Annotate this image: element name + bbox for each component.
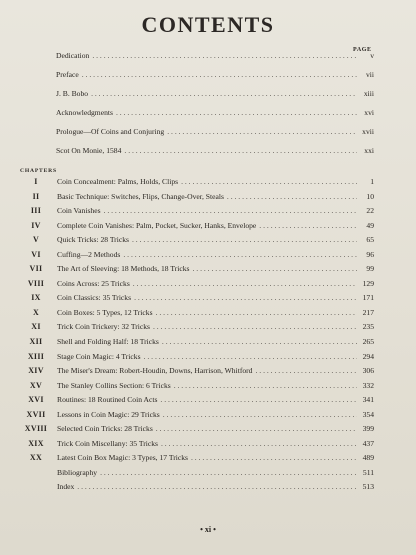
dot-leader [174,381,357,390]
dot-leader [167,127,357,136]
chapter-number: II [32,191,40,201]
dot-leader [132,235,357,244]
front-matter-list [56,51,374,165]
chapter-number: XIV [28,366,44,376]
toc-entry [56,89,374,108]
chapter-page: 49 [366,220,374,230]
chapter-title: Coin Concealment: Palms, Holds, Clips [57,177,179,186]
chapter-page: 171 [362,293,374,303]
dot-leader [163,410,357,419]
dot-leader [227,192,357,201]
chapter-number: IX [31,293,41,303]
chapter-entry [18,352,374,367]
chapter-title: Complete Coin Vanishes: Palm, Pocket, Sucker, Hanks, Envelope [57,220,257,230]
chapter-entry [18,192,374,207]
chapter-number: XV [29,380,43,390]
chapter-entry [18,279,374,294]
toc-entry-page: vii [365,70,374,79]
dot-leader [144,352,357,361]
dot-leader [100,468,357,477]
dot-leader [104,206,357,215]
chapter-page: 10 [366,191,374,201]
dot-leader [181,177,357,186]
chapter-title: Trick Coin Miscellany: 35 Tricks [57,438,158,448]
dot-leader [91,89,357,98]
chapter-page: 437 [362,438,374,448]
dot-leader [255,366,357,375]
chapter-list [18,177,374,497]
chapter-entry [18,235,374,250]
dot-leader [92,51,357,60]
chapter-page: 65 [366,235,374,245]
dot-leader [161,439,357,448]
chapter-title: Coins Across: 25 Tricks [57,278,130,288]
chapter-number: XVI [28,395,44,405]
chapter-title: Basic Technique: Switches, Flips, Change-Over, Steals [57,191,224,201]
toc-entry-page: xxi [364,146,374,155]
chapter-entry [18,366,374,381]
dot-leader [153,322,357,331]
toc-entry-label: Dedication [56,51,90,60]
chapter-page: 265 [362,337,374,347]
chapter-page: 22 [366,206,374,216]
chapter-entry [18,264,374,279]
chapter-number: XII [29,337,43,347]
chapter-page: 129 [362,278,374,288]
chapter-entry [18,395,374,410]
chapter-number: XVIII [24,424,48,434]
page-column-label: PAGE [353,47,372,53]
page-number: • xi • [200,525,216,534]
chapter-number: IV [31,220,41,230]
chapter-page: 511 [362,467,374,477]
toc-entry-page: xvii [362,127,374,136]
chapter-entry [18,439,374,454]
dot-leader [124,146,357,155]
chapter-number: VIII [27,278,45,288]
dot-leader [162,337,357,346]
chapter-number: XIX [28,438,44,448]
toc-entry-page: xiii [363,89,374,98]
dot-leader [156,424,357,433]
chapter-entry [18,410,374,425]
chapter-entry [18,206,374,221]
chapter-page: 294 [362,351,374,361]
chapter-page: 341 [362,395,374,405]
chapter-entry [18,308,374,323]
chapter-number: XI [31,322,41,332]
chapter-title: The Stanley Collins Section: 6 Tricks [57,380,171,390]
chapter-entry [18,177,374,192]
chapter-entry [18,453,374,468]
chapter-page: 235 [362,322,374,332]
chapter-entry [18,221,374,236]
chapter-entry [18,468,374,483]
chapter-page: 99 [366,264,374,274]
chapter-title: Lessons in Coin Magic: 29 Tricks [57,409,160,419]
chapter-title: Shell and Folding Half: 18 Tricks [57,337,159,347]
dot-leader [77,482,357,491]
toc-entry-page: v [370,51,374,60]
chapter-number: X [32,307,40,317]
chapter-entry [18,250,374,265]
chapter-number: XIII [27,351,45,361]
dot-leader [192,264,357,273]
toc-entry [56,127,374,146]
chapter-title: Coin Vanishes [57,206,101,216]
chapter-entry [18,381,374,396]
chapter-entry [18,293,374,308]
chapter-entry [18,322,374,337]
toc-entry-page: xvi [364,108,374,117]
toc-entry-label: Acknowledgments [56,108,113,117]
chapter-title: Cuffing—2 Methods [57,249,121,259]
chapter-number: VI [31,249,41,259]
chapter-page: 489 [362,453,374,463]
chapter-entry [18,424,374,439]
toc-entry [56,146,374,165]
toc-entry-label: J. B. Bobo [56,89,89,98]
chapter-title: Coin Classics: 35 Tricks [57,293,132,303]
chapter-number: III [30,206,42,216]
dot-leader [259,221,357,230]
chapter-title: Quick Tricks: 28 Tricks [57,235,129,245]
chapter-page: 354 [362,409,374,419]
chapter-title: Coin Boxes: 5 Types, 12 Tricks [57,307,153,317]
page-title: CONTENTS [141,12,275,37]
toc-entry [56,70,374,89]
chapter-number: XVII [26,409,46,419]
chapter-number: I [34,177,38,186]
dot-leader [134,293,357,302]
chapter-title: Index [57,482,75,492]
dot-leader [191,453,357,462]
dot-leader [160,395,357,404]
dot-leader [123,250,357,259]
chapter-title: The Art of Sleeving: 18 Methods, 18 Tricks [57,264,190,274]
toc-entry-label: Preface [56,70,79,79]
chapter-title: Stage Coin Magic: 4 Tricks [57,351,141,361]
chapters-heading: CHAPTERS [20,168,57,174]
chapter-page: 306 [362,366,374,376]
toc-entry-label: Prologue—Of Coins and Conjuring [56,127,165,136]
dot-leader [133,279,357,288]
dot-leader [116,108,357,117]
chapter-page: 1 [370,177,374,186]
chapter-page: 96 [366,249,374,259]
chapter-title: Routines: 18 Routined Coin Acts [57,395,158,405]
chapter-number: VII [29,264,43,274]
chapter-page: 513 [362,482,374,492]
chapter-page: 332 [362,380,374,390]
chapter-title: Selected Coin Tricks: 28 Tricks [57,424,153,434]
dot-leader [82,70,357,79]
chapter-title: Trick Coin Trickery: 32 Tricks [57,322,150,332]
chapter-title: Bibliography [57,467,98,477]
chapter-number: XX [29,453,43,463]
chapter-title: Latest Coin Box Magic: 3 Types, 17 Tricks [57,453,188,463]
chapter-entry [18,482,374,497]
chapter-page: 217 [362,307,374,317]
dot-leader [156,308,357,317]
chapter-entry [18,337,374,352]
chapter-title: The Miser's Dream: Robert-Houdin, Downs, Harrison, Whitford [57,366,253,376]
toc-entry-label: Scot On Monie, 1584 [56,146,122,155]
toc-entry [56,108,374,127]
toc-entry [56,51,374,70]
chapter-number: V [32,235,40,245]
chapter-page: 399 [362,424,374,434]
